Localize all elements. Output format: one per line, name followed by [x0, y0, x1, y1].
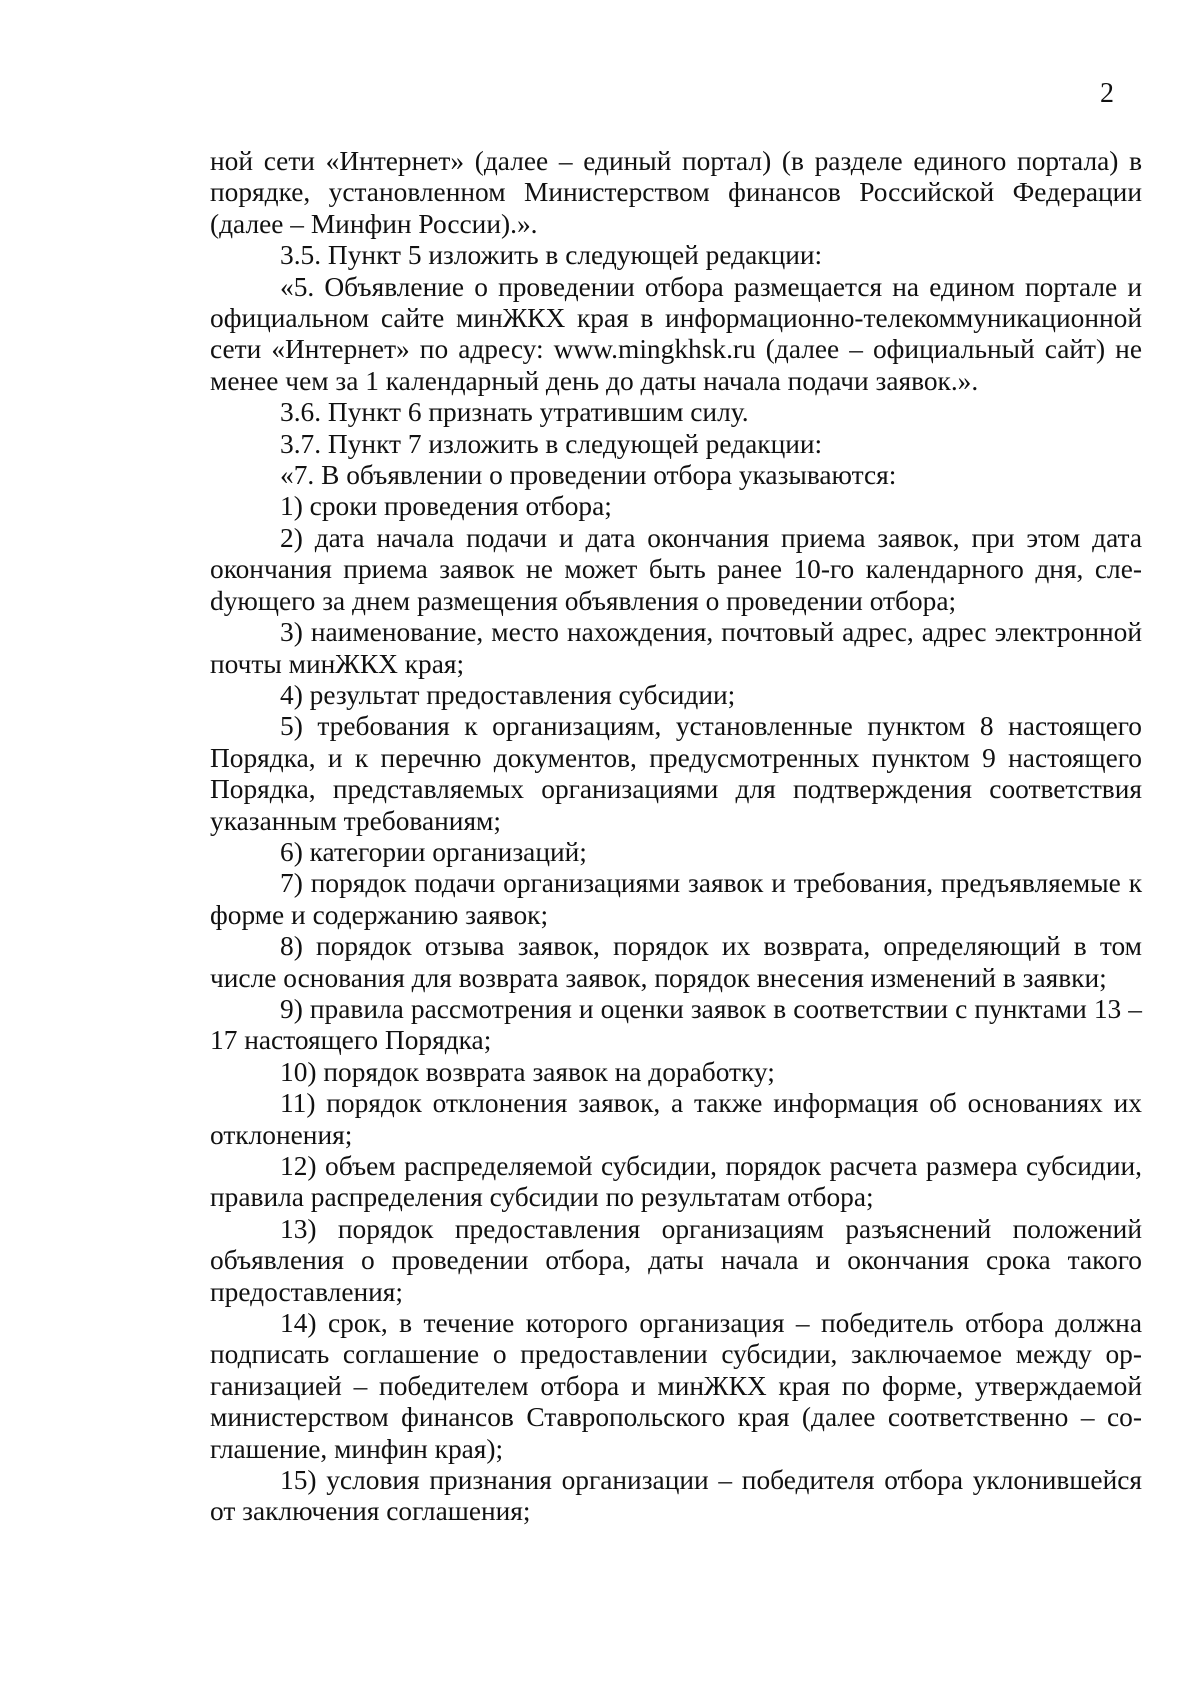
list-item-4: 4) результат предоставления субсидии; — [280, 679, 736, 710]
paragraph-continuation: ной сети «Интернет» (далее – единый портал) (в разделе единого портала) в порядке, установленном Министерством финансов Российской Федерации (далее – Минфин России).». — [210, 146, 1142, 239]
list-item-10: 10) порядок возврата заявок на доработку; — [280, 1056, 775, 1087]
list-item-9: 9) правила рассмотрения и оценки заявок в соответствии с пунктами 13 – 17 настоящего Порядка; — [210, 993, 1142, 1056]
paragraph-3-6: 3.6. Пункт 6 признать утратившим силу. — [280, 397, 749, 428]
paragraph-3-5: 3.5. Пункт 5 изложить в следующей редакции: — [280, 240, 823, 271]
list-item-1: 1) сроки проведения отбора; — [280, 491, 612, 522]
list-item-13: 13) порядок предоставления организациям разъяснений положений объявления о проведении отбора, даты начала и окончания срока такого предоставления; — [210, 1213, 1142, 1307]
list-item-12: 12) объем распределяемой субсидии, порядок расчета размера субсидии, правила распределения субсидии по результатам отбора; — [210, 1151, 1142, 1213]
list-item-15: 15) условия признания организации – победителя отбора уклонившейся от заключения соглашения; — [210, 1465, 1142, 1527]
list-item-5: 5) требования к организациям, установленные пунктом 8 настоящего Порядка, и к перечню документов, предусмотренных пунктом 9 настоящего Порядка, представляемых организациями для подтверждения соответствия указанным требованиям; — [210, 711, 1142, 836]
document-body — [210, 146, 1142, 1528]
list-item-8: 8) порядок отзыва заявок, порядок их возврата, определяющий в том числе основания для возврата заявок, порядок внесения изменений в заявки; — [210, 931, 1142, 993]
list-item-6: 6) категории организаций; — [280, 836, 587, 867]
page-number: 2 — [1100, 78, 1114, 109]
list-item-11: 11) порядок отклонения заявок, а также информация об основаниях их отклонения; — [210, 1088, 1142, 1150]
paragraph-item-5: «5. Объявление о проведении отбора размещается на едином портале и официальном сайте минЖКХ края в информационно-телекоммуникационной сети «Интернет» по адресу: www.mingkhsk.ru (далее – официальный сайт) не менее чем за 1 календарный день до даты начала подачи заявок.». — [210, 271, 1142, 396]
paragraph-3-7: 3.7. Пункт 7 изложить в следующей редакции: — [280, 428, 823, 459]
list-item-2: 2) дата начала подачи и дата окончания приема заявок, при этом дата окончания приема заявок не может быть ранее 10-го календарного дня, слеdующего за днем размещения объявления о проведении отбора; — [210, 522, 1142, 616]
list-item-14: 14) срок, в течение которого организация – победитель отбора должна подписать соглашение о предоставлении субсидии, заключаемое между организацией – победителем отбора и минЖКХ края по форме, утверждаемой министерством финансов Ставропольского края (далее соответственно – соглашение, минфин края); — [210, 1308, 1142, 1464]
list-item-3: 3) наименование, место нахождения, почтовый адрес, адрес электронной почты минЖКХ края; — [210, 617, 1142, 679]
list-item-7: 7) порядок подачи организациями заявок и требования, предъявляемые к форме и содержанию заявок; — [210, 868, 1142, 930]
paragraph-item-7: «7. В объявлении о проведении отбора указываются: — [280, 460, 897, 491]
